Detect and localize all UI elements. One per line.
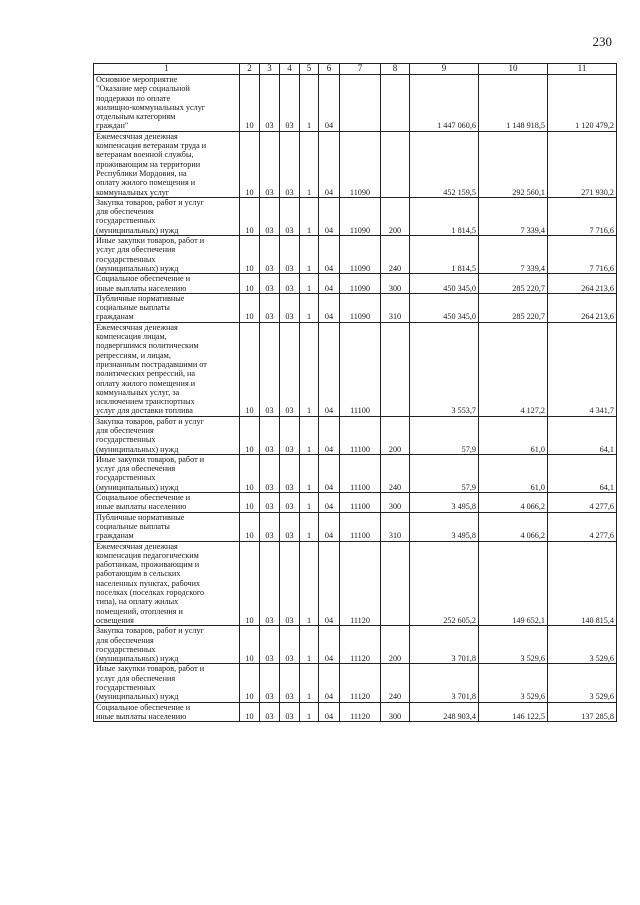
subsection-code: 03 bbox=[260, 454, 280, 492]
row-name-line: репрессиям, и лицам, bbox=[96, 350, 171, 360]
row-name-line: услуг для обеспечения bbox=[96, 245, 176, 255]
amount-col-10: 149 652,1 bbox=[479, 541, 548, 626]
subprogram-code: 1 bbox=[300, 664, 319, 702]
row-name-line: (муниципальных) нужд bbox=[96, 482, 179, 492]
column-header-5: 5 bbox=[300, 64, 319, 75]
amount-col-10: 3 529,6 bbox=[479, 664, 548, 702]
row-name-line: населенных пунктах, рабочих bbox=[96, 578, 201, 588]
row-name-line: ветеранам военной службы, bbox=[96, 150, 194, 160]
amount-col-9: 3 701,8 bbox=[410, 664, 479, 702]
amount-col-11: 7 716,6 bbox=[548, 236, 617, 274]
amount-col-10: 7 339,4 bbox=[479, 236, 548, 274]
amount-col-9: 450 345,0 bbox=[410, 293, 479, 322]
subprogram-code: 1 bbox=[300, 274, 319, 294]
expense-type-code: 240 bbox=[381, 664, 410, 702]
amount-col-10: 4 127,2 bbox=[479, 322, 548, 416]
expense-type-code: 310 bbox=[381, 512, 410, 541]
expense-type-code: 240 bbox=[381, 454, 410, 492]
row-name-line: Иные закупки товаров, работ и bbox=[96, 664, 205, 674]
row-name-cell bbox=[94, 293, 240, 322]
main-activity-code: 04 bbox=[319, 75, 340, 132]
main-activity-code: 04 bbox=[319, 236, 340, 274]
subsection-code: 03 bbox=[260, 274, 280, 294]
subprogram-code: 1 bbox=[300, 702, 319, 722]
table-row bbox=[94, 626, 617, 664]
expense-type-code: 200 bbox=[381, 197, 410, 235]
main-activity-code: 04 bbox=[319, 293, 340, 322]
row-name-line: отдельным категориям bbox=[96, 112, 176, 122]
table-row bbox=[94, 416, 617, 454]
program-code: 03 bbox=[280, 702, 300, 722]
expense-type-code: 300 bbox=[381, 274, 410, 294]
row-name-line: коммунальных услуг bbox=[96, 187, 170, 197]
row-name-line: типа), на оплату жилых bbox=[96, 597, 179, 607]
row-name-line: оплату жилого помещения и bbox=[96, 378, 196, 388]
row-name-line: услуг для обеспечения bbox=[96, 464, 176, 474]
subsection-code: 03 bbox=[260, 702, 280, 722]
column-header-7: 7 bbox=[340, 64, 381, 75]
row-name-line: помещений, отопления и bbox=[96, 606, 183, 616]
amount-col-10: 7 339,4 bbox=[479, 197, 548, 235]
target-article-code: 11100 bbox=[340, 454, 381, 492]
row-name-line: Закупка товаров, работ и услуг bbox=[96, 197, 204, 207]
subsection-code: 03 bbox=[260, 322, 280, 416]
row-name-line: гражданам bbox=[96, 531, 134, 541]
main-activity-code: 04 bbox=[319, 416, 340, 454]
subprogram-code: 1 bbox=[300, 236, 319, 274]
row-name-line: Основное мероприятие bbox=[96, 75, 178, 84]
row-name-line: (муниципальных) нужд bbox=[96, 263, 179, 273]
row-name-cell bbox=[94, 702, 240, 722]
section-code: 10 bbox=[240, 75, 260, 132]
subsection-code: 03 bbox=[260, 75, 280, 132]
row-name-line: социальные выплаты bbox=[96, 521, 170, 531]
table-row bbox=[94, 454, 617, 492]
amount-col-10: 4 066,2 bbox=[479, 512, 548, 541]
row-name-line: компенсация ветеранам труда и bbox=[96, 141, 207, 151]
row-name-line: коммунальных услуг, за bbox=[96, 387, 180, 397]
row-name-cell bbox=[94, 493, 240, 513]
main-activity-code: 04 bbox=[319, 702, 340, 722]
target-article-code bbox=[340, 75, 381, 132]
amount-col-11: 1 120 479,2 bbox=[548, 75, 617, 132]
section-code: 10 bbox=[240, 664, 260, 702]
row-name-line: оплату жилого помещения и bbox=[96, 178, 196, 188]
column-header-8: 8 bbox=[381, 64, 410, 75]
table-row bbox=[94, 512, 617, 541]
amount-col-9: 57,9 bbox=[410, 454, 479, 492]
main-activity-code: 04 bbox=[319, 541, 340, 626]
section-code: 10 bbox=[240, 322, 260, 416]
row-name-cell bbox=[94, 512, 240, 541]
amount-col-10: 61,0 bbox=[479, 454, 548, 492]
subsection-code: 03 bbox=[260, 416, 280, 454]
subsection-code: 03 bbox=[260, 197, 280, 235]
row-name-line: признанным пострадавшими от bbox=[96, 359, 207, 369]
row-name-line: Социальное обеспечение и bbox=[96, 702, 191, 712]
target-article-code: 11090 bbox=[340, 236, 381, 274]
main-activity-code: 04 bbox=[319, 454, 340, 492]
row-name-line: государственных bbox=[96, 644, 156, 654]
target-article-code: 11100 bbox=[340, 416, 381, 454]
program-code: 03 bbox=[280, 75, 300, 132]
amount-col-11: 3 529,6 bbox=[548, 626, 617, 664]
row-name-line: Иные закупки товаров, работ и bbox=[96, 454, 205, 464]
column-header-10: 10 bbox=[479, 64, 548, 75]
column-header-4: 4 bbox=[280, 64, 300, 75]
expense-type-code bbox=[381, 131, 410, 197]
expense-type-code bbox=[381, 322, 410, 416]
amount-col-11: 4 277,6 bbox=[548, 493, 617, 513]
main-activity-code: 04 bbox=[319, 512, 340, 541]
main-activity-code: 04 bbox=[319, 626, 340, 664]
row-name-line: социальные выплаты bbox=[96, 303, 170, 313]
amount-col-9: 1 814,5 bbox=[410, 236, 479, 274]
table-row bbox=[94, 664, 617, 702]
row-name-line: освещения bbox=[96, 615, 134, 625]
row-name-line: для обеспечения bbox=[96, 425, 154, 435]
table-row bbox=[94, 131, 617, 197]
amount-col-9: 3 701,8 bbox=[410, 626, 479, 664]
table-row bbox=[94, 197, 617, 235]
subsection-code: 03 bbox=[260, 131, 280, 197]
column-header-9: 9 bbox=[410, 64, 479, 75]
row-name-cell bbox=[94, 197, 240, 235]
table-row bbox=[94, 493, 617, 513]
main-activity-code: 04 bbox=[319, 274, 340, 294]
subprogram-code: 1 bbox=[300, 541, 319, 626]
subprogram-code: 1 bbox=[300, 131, 319, 197]
program-code: 03 bbox=[280, 236, 300, 274]
amount-col-9: 252 605,2 bbox=[410, 541, 479, 626]
target-article-code: 11120 bbox=[340, 626, 381, 664]
table-row bbox=[94, 236, 617, 274]
program-code: 03 bbox=[280, 454, 300, 492]
row-name-line: (муниципальных) нужд bbox=[96, 692, 179, 702]
row-name-line: подвергшимся политическим bbox=[96, 341, 199, 351]
column-header-1: 1 bbox=[94, 64, 240, 75]
program-code: 03 bbox=[280, 512, 300, 541]
row-name-line: (муниципальных) нужд bbox=[96, 225, 179, 235]
program-code: 03 bbox=[280, 322, 300, 416]
row-name-line: "Оказание мер социальной bbox=[96, 84, 190, 94]
section-code: 10 bbox=[240, 702, 260, 722]
program-code: 03 bbox=[280, 626, 300, 664]
section-code: 10 bbox=[240, 454, 260, 492]
table-row bbox=[94, 75, 617, 132]
amount-col-10: 61,0 bbox=[479, 416, 548, 454]
amount-col-10: 285 220,7 bbox=[479, 293, 548, 322]
column-header-2: 2 bbox=[240, 64, 260, 75]
amount-col-9: 3 495,8 bbox=[410, 493, 479, 513]
row-name-line: услуг для доставки топлива bbox=[96, 406, 193, 416]
row-name-line: Иные закупки товаров, работ и bbox=[96, 236, 205, 246]
subsection-code: 03 bbox=[260, 512, 280, 541]
table-row bbox=[94, 541, 617, 626]
expense-type-code: 310 bbox=[381, 293, 410, 322]
section-code: 10 bbox=[240, 197, 260, 235]
target-article-code: 11090 bbox=[340, 197, 381, 235]
amount-col-11: 64,1 bbox=[548, 416, 617, 454]
row-name-cell bbox=[94, 664, 240, 702]
row-name-line: государственных bbox=[96, 435, 156, 445]
program-code: 03 bbox=[280, 274, 300, 294]
row-name-line: компенсация педагогическим bbox=[96, 550, 199, 560]
row-name-line: компенсация лицам, bbox=[96, 332, 167, 342]
amount-col-11: 64,1 bbox=[548, 454, 617, 492]
row-name-line: Ежемесячная денежная bbox=[96, 131, 178, 141]
expense-type-code bbox=[381, 75, 410, 132]
target-article-code: 11120 bbox=[340, 702, 381, 722]
amount-col-9: 1 447 060,6 bbox=[410, 75, 479, 132]
subprogram-code: 1 bbox=[300, 416, 319, 454]
row-name-line: для обеспечения bbox=[96, 635, 154, 645]
amount-col-11: 3 529,6 bbox=[548, 664, 617, 702]
expense-type-code: 200 bbox=[381, 626, 410, 664]
row-name-line: поддержки по оплате bbox=[96, 93, 171, 103]
row-name-line: Ежемесячная денежная bbox=[96, 541, 178, 551]
target-article-code: 11100 bbox=[340, 493, 381, 513]
target-article-code: 11090 bbox=[340, 274, 381, 294]
row-name-cell bbox=[94, 75, 240, 132]
row-name-line: Закупка товаров, работ и услуг bbox=[96, 626, 204, 636]
program-code: 03 bbox=[280, 197, 300, 235]
section-code: 10 bbox=[240, 236, 260, 274]
amount-col-9: 248 903,4 bbox=[410, 702, 479, 722]
subsection-code: 03 bbox=[260, 293, 280, 322]
amount-col-11: 271 930,2 bbox=[548, 131, 617, 197]
budget-table bbox=[93, 63, 617, 722]
row-name-line: Республики Мордовия, на bbox=[96, 168, 187, 178]
section-code: 10 bbox=[240, 131, 260, 197]
program-code: 03 bbox=[280, 493, 300, 513]
table-body bbox=[94, 75, 617, 722]
program-code: 03 bbox=[280, 541, 300, 626]
row-name-line: Публичные нормативные bbox=[96, 512, 185, 522]
page-number: 230 bbox=[592, 34, 612, 49]
section-code: 10 bbox=[240, 541, 260, 626]
amount-col-10: 4 066,2 bbox=[479, 493, 548, 513]
row-name-line: работающим в сельских bbox=[96, 569, 181, 579]
program-code: 03 bbox=[280, 664, 300, 702]
expense-type-code: 300 bbox=[381, 493, 410, 513]
row-name-cell bbox=[94, 416, 240, 454]
amount-col-9: 3 495,8 bbox=[410, 512, 479, 541]
row-name-line: услуг для обеспечения bbox=[96, 673, 176, 683]
subsection-code: 03 bbox=[260, 236, 280, 274]
subprogram-code: 1 bbox=[300, 322, 319, 416]
target-article-code: 11090 bbox=[340, 293, 381, 322]
target-article-code: 11090 bbox=[340, 131, 381, 197]
section-code: 10 bbox=[240, 493, 260, 513]
row-name-line: работникам, проживающим и bbox=[96, 560, 200, 570]
column-header-6: 6 bbox=[319, 64, 340, 75]
amount-col-11: 140 815,4 bbox=[548, 541, 617, 626]
section-code: 10 bbox=[240, 416, 260, 454]
column-header-3: 3 bbox=[260, 64, 280, 75]
amount-col-9: 1 814,5 bbox=[410, 197, 479, 235]
subprogram-code: 1 bbox=[300, 512, 319, 541]
amount-col-11: 4 277,6 bbox=[548, 512, 617, 541]
row-name-line: исключением транспортных bbox=[96, 397, 195, 407]
amount-col-11: 137 285,8 bbox=[548, 702, 617, 722]
amount-col-11: 264 213,6 bbox=[548, 293, 617, 322]
subprogram-code: 1 bbox=[300, 75, 319, 132]
target-article-code: 11100 bbox=[340, 322, 381, 416]
row-name-line: иные выплаты населению bbox=[96, 283, 187, 293]
section-code: 10 bbox=[240, 626, 260, 664]
row-name-cell bbox=[94, 131, 240, 197]
row-name-line: гражданам bbox=[96, 312, 134, 322]
row-name-line: жилищно-коммунальных услуг bbox=[96, 102, 206, 112]
amount-col-9: 3 553,7 bbox=[410, 322, 479, 416]
subprogram-code: 1 bbox=[300, 197, 319, 235]
row-name-line: государственных bbox=[96, 683, 156, 692]
header-row bbox=[94, 64, 617, 75]
expense-type-code: 200 bbox=[381, 416, 410, 454]
amount-col-10: 1 148 918,5 bbox=[479, 75, 548, 132]
amount-col-9: 57,9 bbox=[410, 416, 479, 454]
row-name-line: поселках (поселках городского bbox=[96, 588, 205, 598]
expense-type-code: 240 bbox=[381, 236, 410, 274]
target-article-code: 11100 bbox=[340, 512, 381, 541]
amount-col-9: 450 345,0 bbox=[410, 274, 479, 294]
subsection-code: 03 bbox=[260, 541, 280, 626]
amount-col-11: 264 213,6 bbox=[548, 274, 617, 294]
table-row bbox=[94, 293, 617, 322]
row-name-cell bbox=[94, 541, 240, 626]
section-code: 10 bbox=[240, 512, 260, 541]
row-name-line: иные выплаты населению bbox=[96, 711, 187, 721]
program-code: 03 bbox=[280, 416, 300, 454]
amount-col-11: 4 341,7 bbox=[548, 322, 617, 416]
target-article-code: 11120 bbox=[340, 664, 381, 702]
expense-type-code: 300 bbox=[381, 702, 410, 722]
subprogram-code: 1 bbox=[300, 454, 319, 492]
row-name-cell bbox=[94, 322, 240, 416]
expense-type-code bbox=[381, 541, 410, 626]
subprogram-code: 1 bbox=[300, 626, 319, 664]
amount-col-9: 452 159,5 bbox=[410, 131, 479, 197]
subsection-code: 03 bbox=[260, 493, 280, 513]
amount-col-11: 7 716,6 bbox=[548, 197, 617, 235]
main-activity-code: 04 bbox=[319, 131, 340, 197]
main-activity-code: 04 bbox=[319, 322, 340, 416]
row-name-line: для обеспечения bbox=[96, 207, 154, 217]
row-name-line: проживающим на территории bbox=[96, 159, 201, 169]
amount-col-10: 285 220,7 bbox=[479, 274, 548, 294]
section-code: 10 bbox=[240, 293, 260, 322]
row-name-line: Закупка товаров, работ и услуг bbox=[96, 416, 204, 426]
subsection-code: 03 bbox=[260, 626, 280, 664]
section-code: 10 bbox=[240, 274, 260, 294]
subsection-code: 03 bbox=[260, 664, 280, 702]
program-code: 03 bbox=[280, 293, 300, 322]
row-name-line: (муниципальных) нужд bbox=[96, 654, 179, 664]
row-name-line: Социальное обеспечение и bbox=[96, 274, 191, 284]
row-name-cell bbox=[94, 274, 240, 294]
amount-col-10: 146 122,5 bbox=[479, 702, 548, 722]
table-row bbox=[94, 702, 617, 722]
row-name-line: политических репрессий, на bbox=[96, 369, 196, 379]
row-name-line: Публичные нормативные bbox=[96, 293, 185, 303]
table-row bbox=[94, 274, 617, 294]
row-name-cell bbox=[94, 454, 240, 492]
column-header-11: 11 bbox=[548, 64, 617, 75]
main-activity-code: 04 bbox=[319, 664, 340, 702]
row-name-line: государственных bbox=[96, 473, 156, 483]
amount-col-10: 3 529,6 bbox=[479, 626, 548, 664]
row-name-line: иные выплаты населению bbox=[96, 502, 187, 512]
row-name-cell bbox=[94, 236, 240, 274]
row-name-line: Ежемесячная денежная bbox=[96, 322, 178, 332]
subprogram-code: 1 bbox=[300, 293, 319, 322]
main-activity-code: 04 bbox=[319, 493, 340, 513]
target-article-code: 11120 bbox=[340, 541, 381, 626]
amount-col-10: 292 560,1 bbox=[479, 131, 548, 197]
main-activity-code: 04 bbox=[319, 197, 340, 235]
row-name-cell bbox=[94, 626, 240, 664]
row-name-line: государственных bbox=[96, 216, 156, 226]
row-name-line: государственных bbox=[96, 254, 156, 264]
program-code: 03 bbox=[280, 131, 300, 197]
row-name-line: Социальное обеспечение и bbox=[96, 493, 191, 503]
table-row bbox=[94, 322, 617, 416]
row-name-line: (муниципальных) нужд bbox=[96, 444, 179, 454]
subprogram-code: 1 bbox=[300, 493, 319, 513]
row-name-line: граждан" bbox=[96, 121, 129, 131]
